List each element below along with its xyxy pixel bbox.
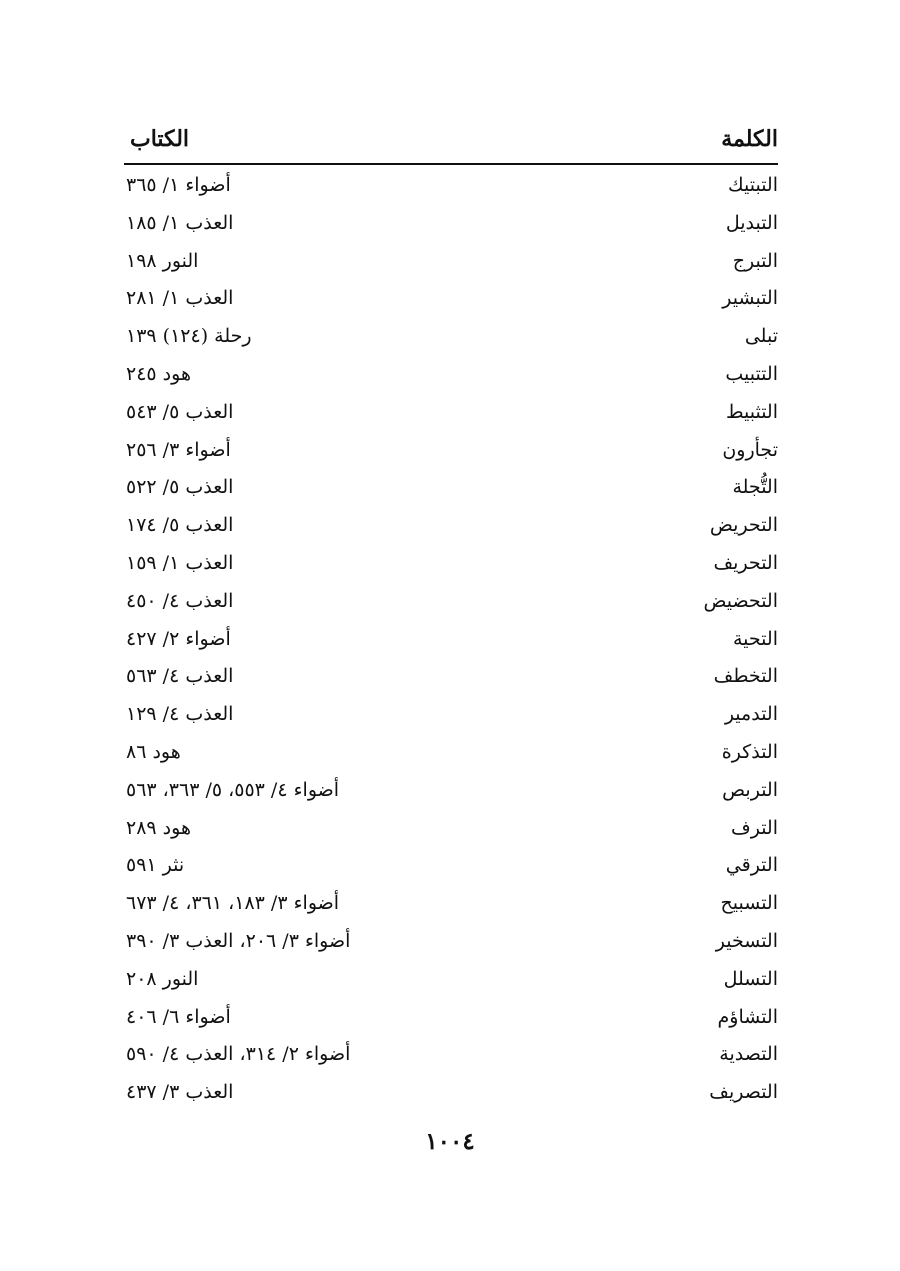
entry-word: تبلى <box>744 325 778 348</box>
entry-word: الترقي <box>725 854 778 877</box>
entry-reference: أضواء ٢/ ٤٢٧ <box>126 627 231 650</box>
list-item <box>124 319 778 357</box>
entry-reference: أضواء ٤/ ٥٥٣، ٥/ ٣٦٣، ٥٦٣ <box>126 778 340 801</box>
entry-reference: أضواء ٣/ ٢٠٦، العذب ٣/ ٣٩٠ <box>126 929 351 952</box>
entry-reference: أضواء ٦/ ٤٠٦ <box>126 1005 231 1028</box>
entry-reference: العذب ٥/ ٥٤٣ <box>126 400 234 423</box>
entries-list <box>124 168 778 1113</box>
entry-word: التتبيب <box>725 362 778 385</box>
list-item <box>124 395 778 433</box>
list-item <box>124 924 778 962</box>
entry-word: التبشير <box>722 287 778 310</box>
entry-reference: العذب ٤/ ٥٦٣ <box>126 665 234 688</box>
entry-reference: النور ١٩٨ <box>126 249 199 272</box>
list-item <box>124 1037 778 1075</box>
header-divider <box>124 163 778 165</box>
entry-word: التحريض <box>709 514 778 537</box>
entry-reference: النور ٢٠٨ <box>126 967 199 990</box>
column-header-word: الكلمة <box>721 126 778 152</box>
entry-reference: أضواء ١/ ٣٦٥ <box>126 174 231 196</box>
entry-word: التبتيك <box>727 174 778 196</box>
entry-word: تجأرون <box>722 438 778 461</box>
list-item <box>124 546 778 584</box>
entry-reference: هود ٢٤٥ <box>126 362 191 385</box>
list-item <box>124 811 778 849</box>
column-header-book: الكتاب <box>130 126 190 152</box>
entry-reference: العذب ١/ ١٨٥ <box>126 211 234 234</box>
entry-reference: رحلة (١٢٤) ١٣٩ <box>126 325 252 348</box>
entry-word: التشاؤم <box>717 1005 778 1028</box>
entry-reference: العذب ١/ ٢٨١ <box>126 287 234 310</box>
list-item <box>124 584 778 622</box>
entry-word: التحية <box>733 627 778 650</box>
entry-word: التحضيض <box>703 589 778 612</box>
list-item <box>124 848 778 886</box>
list-item <box>124 281 778 319</box>
entry-word: الترف <box>731 816 778 839</box>
list-item <box>124 206 778 244</box>
page-number: ١٠٠٤ <box>425 1128 475 1155</box>
list-item <box>124 735 778 773</box>
entry-reference: العذب ٥/ ٥٢٢ <box>126 476 234 499</box>
entry-word: التصريف <box>709 1081 778 1104</box>
entry-word: التثبيط <box>725 400 778 423</box>
entry-word: التحريف <box>713 551 778 574</box>
entry-word: التدمير <box>724 703 778 726</box>
table-header <box>124 122 778 160</box>
entry-word: التبديل <box>725 211 778 234</box>
entry-word: التُّجلة <box>732 476 778 499</box>
list-item <box>124 1075 778 1113</box>
entry-word: التسبيح <box>720 892 778 915</box>
entry-word: التسلل <box>723 967 778 990</box>
entry-reference: أضواء ٣/ ١٨٣، ٣٦١، ٤/ ٦٧٣ <box>126 892 340 915</box>
list-item <box>124 962 778 1000</box>
list-item <box>124 357 778 395</box>
list-item <box>124 1000 778 1038</box>
entry-word: التبرج <box>732 249 778 272</box>
entry-word: التربص <box>722 778 778 801</box>
list-item <box>124 886 778 924</box>
entry-reference: هود ٨٦ <box>126 740 181 763</box>
entry-reference: العذب ٥/ ١٧٤ <box>126 514 234 537</box>
list-item <box>124 697 778 735</box>
list-item <box>124 168 778 206</box>
entry-reference: العذب ٣/ ٤٣٧ <box>126 1081 234 1104</box>
entry-reference: أضواء ٣/ ٢٥٦ <box>126 438 231 461</box>
entry-word: التخطف <box>713 665 778 688</box>
entry-word: التسخير <box>715 929 778 952</box>
entry-reference: العذب ١/ ١٥٩ <box>126 551 234 574</box>
entry-word: التصدية <box>719 1043 778 1066</box>
list-item <box>124 622 778 660</box>
entry-reference: هود ٢٨٩ <box>126 816 191 839</box>
entry-reference: العذب ٤/ ٤٥٠ <box>126 589 234 612</box>
list-item <box>124 470 778 508</box>
list-item <box>124 244 778 282</box>
list-item <box>124 433 778 471</box>
entry-reference: أضواء ٢/ ٣١٤، العذب ٤/ ٥٩٠ <box>126 1043 351 1066</box>
list-item <box>124 508 778 546</box>
list-item <box>124 659 778 697</box>
entry-word: التذكرة <box>721 740 778 763</box>
entry-reference: نثر ٥٩١ <box>126 854 185 877</box>
list-item <box>124 773 778 811</box>
entry-reference: العذب ٤/ ١٢٩ <box>126 703 234 726</box>
